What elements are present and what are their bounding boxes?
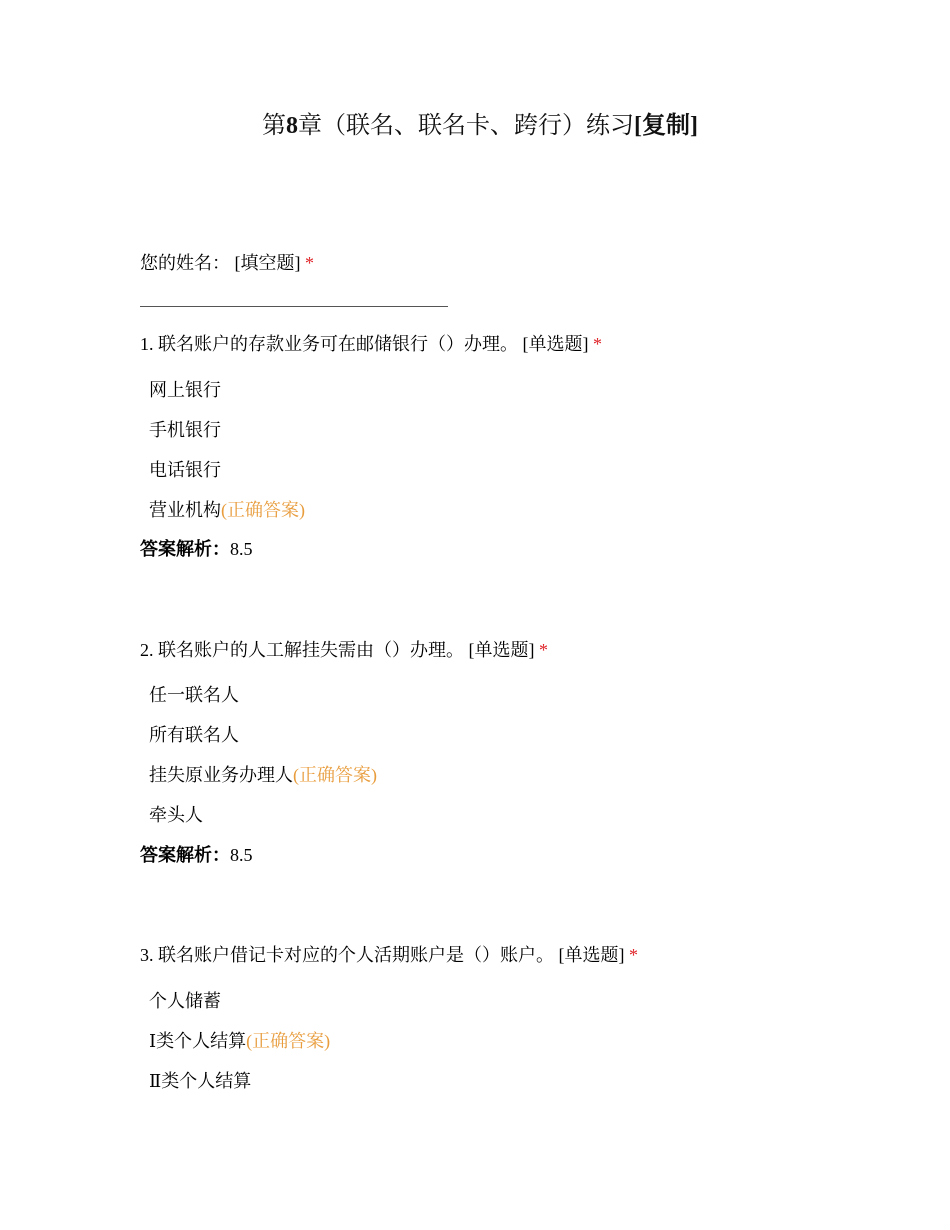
title-number: 8 <box>286 113 298 139</box>
option-q1-a[interactable]: 网上银行 <box>149 380 221 400</box>
required-mark: * <box>629 945 638 965</box>
analysis-value: 8.5 <box>230 845 253 865</box>
option-q3-b[interactable]: Ⅰ类个人结算(正确答案) <box>149 1031 331 1051</box>
name-type: [填空题] <box>234 253 301 273</box>
required-mark: * <box>305 253 314 273</box>
correct-answer-label: (正确答案) <box>246 1031 331 1051</box>
question-1 <box>140 331 900 357</box>
question-3 <box>140 942 900 968</box>
option-q1-d[interactable]: 营业机构(正确答案) <box>149 500 305 520</box>
option-q2-d[interactable]: 牵头人 <box>149 805 203 825</box>
answer-analysis-q1 <box>140 536 253 562</box>
option-q3-c[interactable]: Ⅱ类个人结算 <box>149 1071 252 1091</box>
question-text: 2. 联名账户的人工解挂失需由（）办理。 <box>140 640 464 660</box>
title-prefix: 第 <box>262 113 286 139</box>
question-type: [单选题] <box>522 334 589 354</box>
question-text: 3. 联名账户借记卡对应的个人活期账户是（）账户。 <box>140 945 554 965</box>
required-mark: * <box>539 640 548 660</box>
required-mark: * <box>593 334 602 354</box>
name-question <box>140 250 900 276</box>
option-q2-a[interactable]: 任一联名人 <box>149 685 239 705</box>
option-q2-b[interactable]: 所有联名人 <box>149 725 239 745</box>
question-type: [单选题] <box>468 640 535 660</box>
page-title <box>0 108 950 144</box>
name-label: 您的姓名： <box>140 253 230 273</box>
option-q1-c[interactable]: 电话银行 <box>149 460 221 480</box>
correct-answer-label: (正确答案) <box>221 500 305 520</box>
option-q3-a[interactable]: 个人储蓄 <box>149 991 221 1011</box>
analysis-label: 答案解析： <box>140 539 230 559</box>
answer-analysis-q2 <box>140 842 253 868</box>
question-text: 1. 联名账户的存款业务可在邮储银行（）办理。 <box>140 334 518 354</box>
analysis-label: 答案解析： <box>140 845 230 865</box>
option-q1-b[interactable]: 手机银行 <box>149 420 221 440</box>
analysis-value: 8.5 <box>230 539 253 559</box>
title-middle: 章（联名、联名卡、跨行）练习 <box>298 113 634 139</box>
question-type: [单选题] <box>558 945 625 965</box>
correct-answer-label: (正确答案) <box>293 765 377 785</box>
question-2 <box>140 637 900 663</box>
title-suffix: [复制] <box>634 113 698 139</box>
name-input-line[interactable] <box>140 306 448 307</box>
option-q2-c[interactable]: 挂失原业务办理人(正确答案) <box>149 765 377 785</box>
